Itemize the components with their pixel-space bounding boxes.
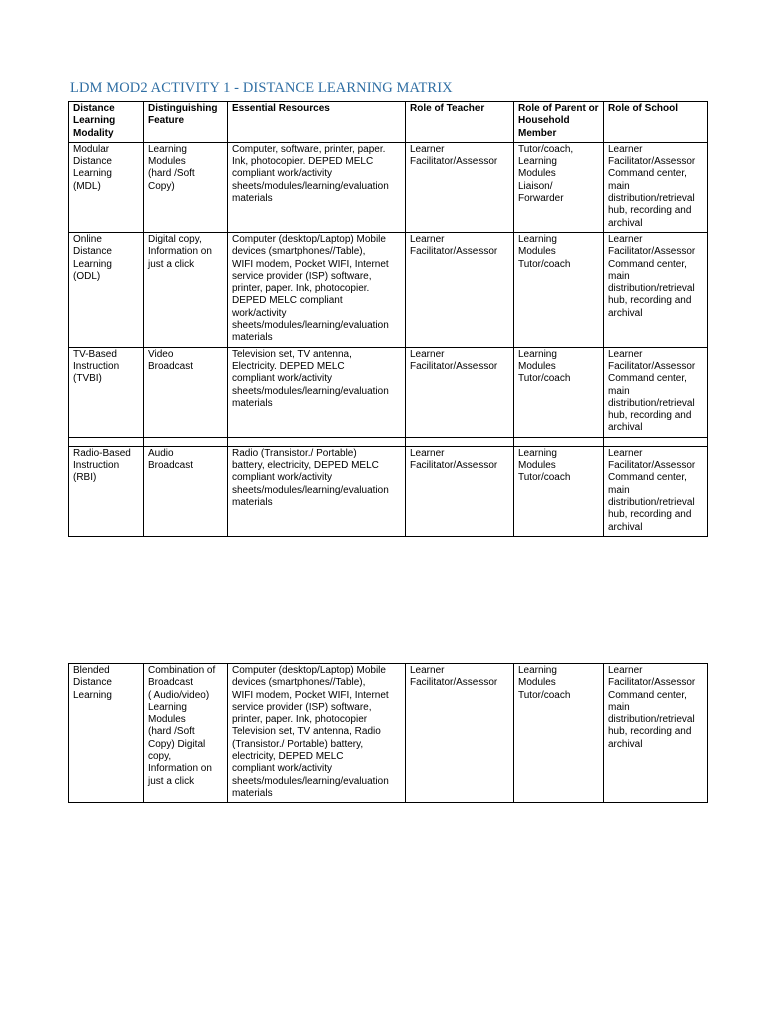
modality-cell: Modular Distance Learning (MDL) <box>69 142 144 232</box>
empty-cell <box>228 437 406 446</box>
resources-cell: Radio (Transistor./ Portable) battery, electricity, DEPED MELC compliant work/activity sheets/modules/learning/evaluation materials <box>228 446 406 536</box>
modality-cell: Online Distance Learning (ODL) <box>69 232 144 347</box>
modality-cell: Blended Distance Learning <box>69 664 144 803</box>
parent-role-cell: Tutor/coach, Learning Modules Liaison/ Forwarder <box>514 142 604 232</box>
parent-role-cell: Learning Modules Tutor/coach <box>514 446 604 536</box>
modality-cell: TV-Based Instruction (TVBI) <box>69 347 144 437</box>
column-header: Essential Resources <box>228 102 406 143</box>
feature-cell: Video Broadcast <box>144 347 228 437</box>
school-role-cell: Learner Facilitator/Assessor Command center, main distribution/retrieval hub, recording and archival <box>604 232 708 347</box>
resources-cell: Computer (desktop/Laptop) Mobile devices (smartphones//Table), WIFI modem, Pocket WIFI, Internet service provider (ISP) software, printer, paper. Ink, photocopier. DEPED MELC compliant work/activity sheets/modules/learning/evaluation materials <box>228 232 406 347</box>
school-role-cell: Learner Facilitator/Assessor Command center, main distribution/retrieval hub, recording and archival <box>604 446 708 536</box>
empty-cell <box>406 437 514 446</box>
table-row <box>69 446 708 536</box>
resources-cell: Computer, software, printer, paper. Ink, photocopier. DEPED MELC compliant work/activity sheets/modules/learning/evaluation materials <box>228 142 406 232</box>
column-header: Role of School <box>604 102 708 143</box>
empty-cell <box>69 437 144 446</box>
teacher-role-cell: Learner Facilitator/Assessor <box>406 347 514 437</box>
column-header: Role of Teacher <box>406 102 514 143</box>
teacher-role-cell: Learner Facilitator/Assessor <box>406 664 514 803</box>
spacer-row <box>69 437 708 446</box>
column-header: Role of Parent or Household Member <box>514 102 604 143</box>
table-row <box>69 664 708 803</box>
resources-cell: Television set, TV antenna, Electricity. DEPED MELC compliant work/activity sheets/modules/learning/evaluation materials <box>228 347 406 437</box>
feature-cell: Audio Broadcast <box>144 446 228 536</box>
table-header-row <box>69 102 708 143</box>
parent-role-cell: Learning Modules Tutor/coach <box>514 347 604 437</box>
distance-learning-matrix-table <box>68 101 708 537</box>
blended-learning-table <box>68 663 708 803</box>
feature-cell: Digital copy, Information on just a click <box>144 232 228 347</box>
teacher-role-cell: Learner Facilitator/Assessor <box>406 232 514 347</box>
feature-cell: Combination of Broadcast ( Audio/video) Learning Modules (hard /Soft Copy) Digital copy, Information on just a click <box>144 664 228 803</box>
table-row <box>69 232 708 347</box>
parent-role-cell: Learning Modules Tutor/coach <box>514 664 604 803</box>
table-row <box>69 347 708 437</box>
school-role-cell: Learner Facilitator/Assessor Command center, main distribution/retrieval hub, recording and archival <box>604 142 708 232</box>
column-header: Distinguishing Feature <box>144 102 228 143</box>
school-role-cell: Learner Facilitator/Assessor Command center, main distribution/retrieval hub, recording and archival <box>604 347 708 437</box>
feature-cell: Learning Modules (hard /Soft Copy) <box>144 142 228 232</box>
parent-role-cell: Learning Modules Tutor/coach <box>514 232 604 347</box>
empty-cell <box>604 437 708 446</box>
column-header: Distance Learning Modality <box>69 102 144 143</box>
school-role-cell: Learner Facilitator/Assessor Command center, main distribution/retrieval hub, recording and archival <box>604 664 708 803</box>
teacher-role-cell: Learner Facilitator/Assessor <box>406 446 514 536</box>
modality-cell: Radio-Based Instruction (RBI) <box>69 446 144 536</box>
teacher-role-cell: Learner Facilitator/Assessor <box>406 142 514 232</box>
empty-cell <box>514 437 604 446</box>
page-title: LDM MOD2 ACTIVITY 1 - DISTANCE LEARNING MATRIX <box>70 80 453 96</box>
empty-cell <box>144 437 228 446</box>
resources-cell: Computer (desktop/Laptop) Mobile devices (smartphones//Table), WIFI modem, Pocket WIFI, Internet service provider (ISP) software, printer, paper. Ink, photocopier Television set, TV antenna, Radio (Transistor./ Portable) battery, electricity, DEPED MELC compliant work/activity sheets/modules/learning/evaluation materials <box>228 664 406 803</box>
table-row <box>69 142 708 232</box>
